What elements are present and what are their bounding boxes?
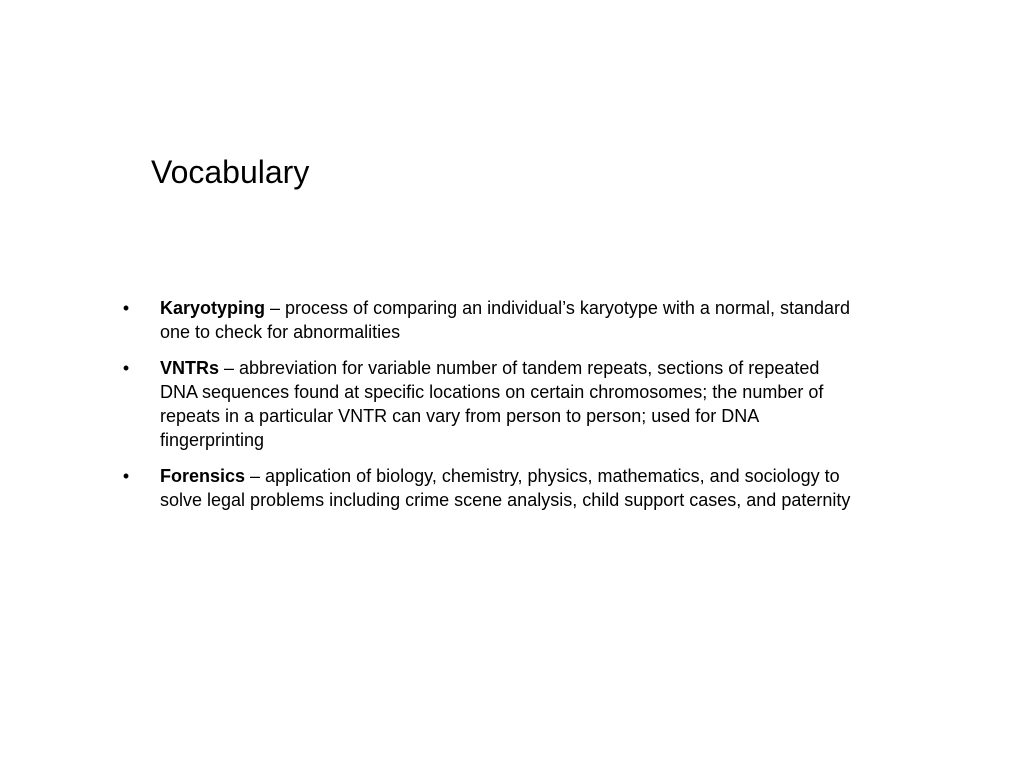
term-label: Karyotyping (160, 298, 266, 318)
list-item-vntrs (120, 356, 860, 452)
term-definition: – process of comparing an individual’s karyotype with a normal, standard one to check for abnormalities (160, 298, 850, 342)
term-definition: – application of biology, chemistry, physics, mathematics, and sociology to solve legal problems including crime scene analysis, child support cases, and paternity (160, 466, 851, 510)
bullet-icon: • (122, 358, 130, 378)
list-item-forensics (120, 464, 860, 512)
term-label: VNTRs (160, 358, 220, 378)
term-definition: – abbreviation for variable number of tandem repeats, sections of repeated DNA sequences found at specific locations on certain chromosomes; the number of repeats in a particular VNTR can vary from person to person; used for DNA fingerprinting (160, 358, 824, 450)
term-label: Forensics (160, 466, 246, 486)
slide-title: Vocabulary (151, 154, 310, 190)
vocabulary-list (120, 296, 860, 524)
bullet-icon: • (122, 466, 130, 486)
bullet-icon: • (122, 298, 130, 318)
list-item-karyotyping (120, 296, 860, 344)
